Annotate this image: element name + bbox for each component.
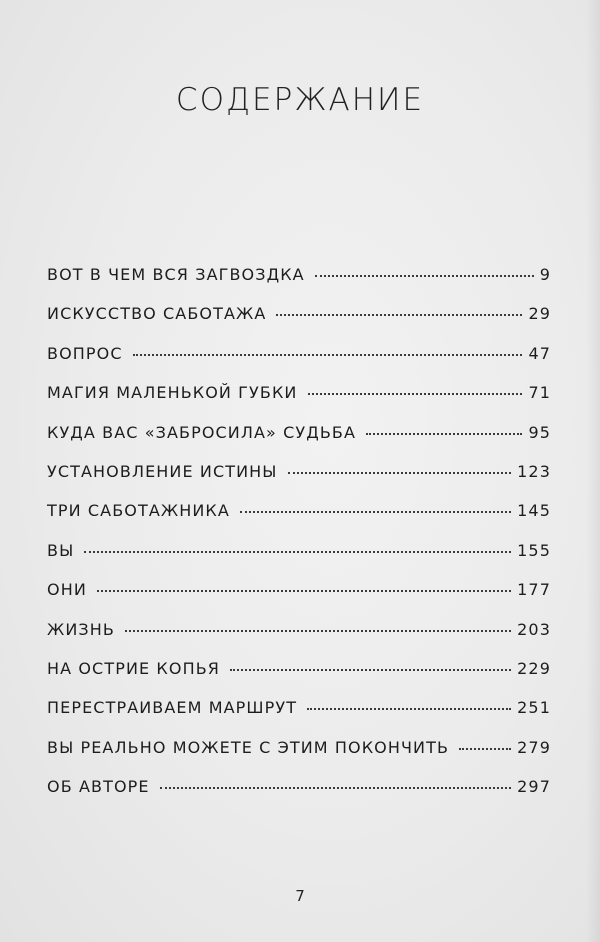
dot-leader: [240, 511, 511, 513]
page-edge-shadow: [586, 0, 600, 942]
toc-entry[interactable]: [47, 777, 551, 816]
toc-entry-title: УСТАНОВЛЕНИЕ ИСТИНЫ: [47, 461, 278, 481]
toc-entry-title: МАГИЯ МАЛЕНЬКОЙ ГУБКИ: [47, 383, 298, 403]
toc-entry[interactable]: [47, 580, 551, 619]
toc-entry[interactable]: [47, 462, 551, 501]
toc-entry-title: ПЕРЕСТРАИВАЕМ МАРШРУТ: [47, 698, 298, 718]
toc-entry-title: ТРИ САБОТАЖНИКА: [47, 501, 230, 521]
toc-entry-title: ОНИ: [47, 580, 87, 600]
toc-entry[interactable]: [47, 383, 551, 422]
toc-entry-page: 203: [517, 619, 551, 639]
toc-entry-page: 95: [528, 422, 551, 442]
dot-leader: [288, 472, 512, 474]
toc-entry-title: ОБ АВТОРЕ: [47, 777, 150, 797]
toc-entry-page: 145: [517, 501, 551, 521]
dot-leader: [307, 708, 511, 710]
toc-entry-page: 155: [517, 540, 551, 560]
toc-entry[interactable]: [47, 423, 551, 462]
toc-entry-page: 71: [528, 383, 551, 403]
toc-entry[interactable]: [47, 620, 551, 659]
toc-entry-title: ИСКУССТВО САБОТАЖА: [47, 304, 267, 324]
toc-entry-title: КУДА ВАС «ЗАБРОСИЛА» СУДЬБА: [47, 422, 357, 442]
dot-leader: [459, 748, 511, 750]
dot-leader: [276, 314, 522, 316]
toc-entry-title: ЖИЗНЬ: [47, 619, 115, 639]
toc-entry[interactable]: [47, 265, 551, 304]
toc-entry-page: 251: [517, 698, 551, 718]
toc-entry-page: 29: [528, 304, 551, 324]
toc-entry-page: 177: [517, 580, 551, 600]
dot-leader: [160, 787, 512, 789]
toc-entry-page: 297: [517, 777, 551, 797]
toc-entry-title: ВОПРОС: [47, 343, 123, 363]
toc-entry-title: ВЫ РЕАЛЬНО МОЖЕТЕ С ЭТИМ ПОКОНЧИТЬ: [47, 737, 450, 757]
toc-entry-page: 123: [517, 461, 551, 481]
dot-leader: [84, 551, 511, 553]
dot-leader: [315, 275, 534, 277]
toc-entry[interactable]: [47, 541, 551, 580]
dot-leader: [133, 354, 523, 356]
dot-leader: [308, 393, 523, 395]
toc-entry[interactable]: [47, 501, 551, 540]
toc-entry-page: 47: [528, 343, 551, 363]
toc-entry[interactable]: [47, 738, 551, 777]
toc-entry-page: 9: [539, 265, 551, 284]
toc-entry[interactable]: [47, 304, 551, 343]
dot-leader: [366, 433, 522, 435]
dot-leader: [97, 590, 511, 592]
toc-entry-title: ВОТ В ЧЕМ ВСЯ ЗАГВОЗДКА: [47, 265, 305, 284]
toc-entry[interactable]: [47, 698, 551, 737]
page-title: СОДЕРЖАНИЕ: [175, 82, 425, 118]
toc-entry[interactable]: [47, 659, 551, 698]
dot-leader: [230, 669, 511, 671]
toc-entry-page: 279: [517, 737, 551, 757]
dot-leader: [125, 630, 511, 632]
page-number: 7: [295, 887, 305, 905]
toc-entry-page: 229: [517, 658, 551, 678]
toc-entry[interactable]: [47, 344, 551, 383]
table-of-contents: [47, 265, 551, 816]
toc-entry-title: ВЫ: [47, 540, 75, 560]
toc-entry-title: НА ОСТРИЕ КОПЬЯ: [47, 658, 220, 678]
